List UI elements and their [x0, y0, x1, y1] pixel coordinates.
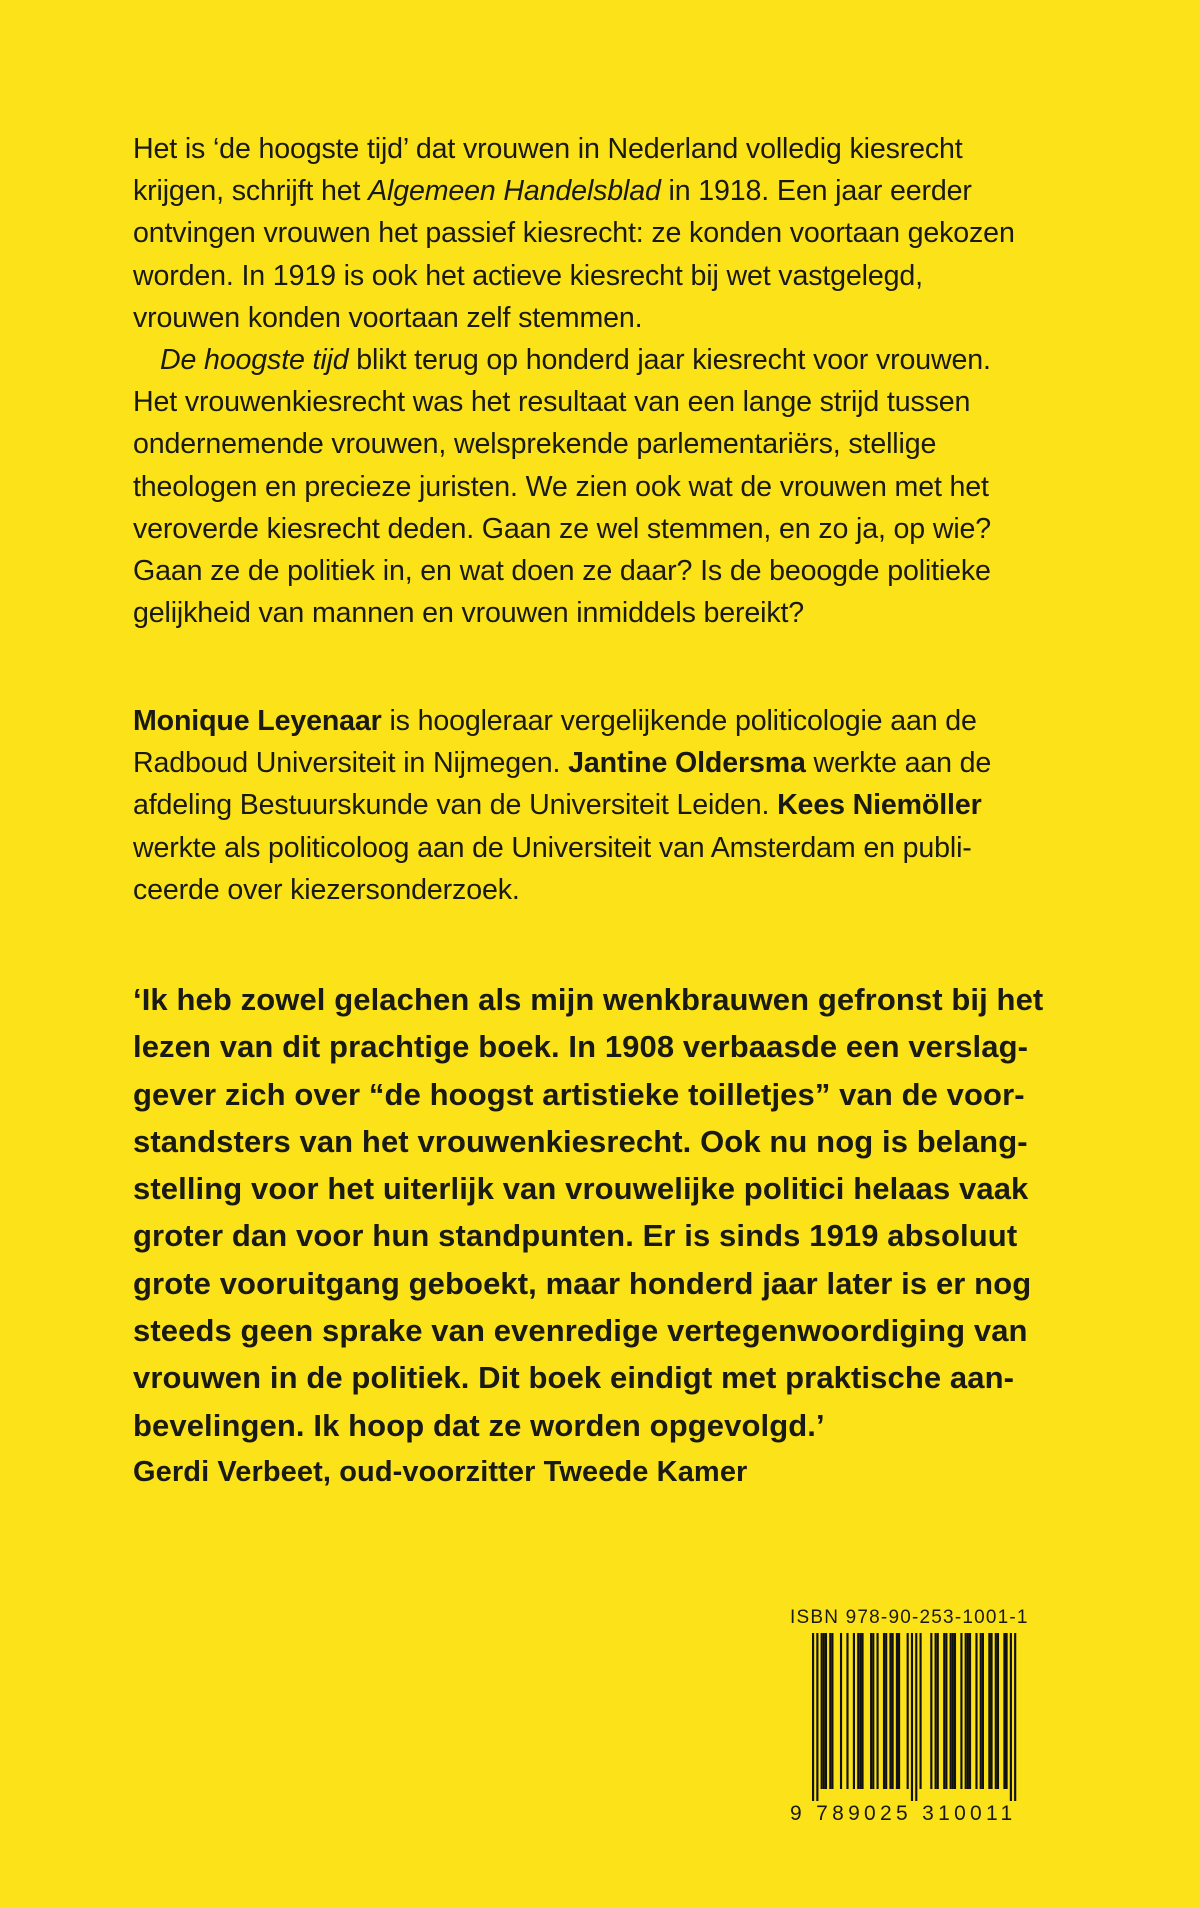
barcode-bar	[821, 1633, 823, 1789]
text-span: in 1918. Een jaar eerder	[660, 175, 972, 208]
barcode-bar	[825, 1633, 827, 1789]
barcode-bar	[907, 1633, 909, 1789]
text-line: ondernemende vrouwen, welsprekende parlementariërs, stellige	[133, 428, 937, 461]
text-span: blikt terug op honderd jaar kiesrecht voor vrouwen.	[348, 344, 991, 377]
text-line: steeds geen sprake van evenredige vertegenwoordiging van	[133, 1313, 1028, 1349]
newspaper-title: Algemeen Handelsblad	[368, 175, 661, 208]
barcode-bar	[988, 1633, 990, 1789]
text-line	[133, 339, 1093, 381]
barcode-bar	[885, 1633, 887, 1789]
text-line: bevelingen. Ik hoop dat ze worden opgevolgd.’	[133, 1407, 825, 1443]
barcode-bar	[840, 1633, 842, 1789]
text-line: theologen en precieze juristen. We zien ook wat de vrouwen met het	[133, 470, 989, 503]
book-title: De hoogste tijd	[160, 344, 349, 377]
barcode-bar	[812, 1633, 814, 1801]
text-line	[133, 742, 1093, 784]
text-line: ontvingen vrouwen het passief kiesrecht: ze konden voortaan gekozen	[133, 217, 1015, 250]
barcode-bar	[937, 1633, 939, 1789]
endorsement-quote	[133, 976, 1093, 1496]
text-line: vrouwen in de politiek. Dit boek eindigt met praktische aan-	[133, 1360, 1015, 1396]
ean-digits: 9 789025 310011	[790, 1802, 1017, 1825]
barcode-bar	[889, 1633, 891, 1789]
barcode-bar	[859, 1633, 861, 1789]
text-line	[133, 170, 1093, 212]
blurb	[133, 128, 1093, 634]
barcode-bar	[969, 1633, 971, 1789]
barcode-bar	[831, 1633, 833, 1789]
isbn-barcode	[790, 1607, 1029, 1829]
barcode-bar	[1003, 1633, 1005, 1789]
barcode-bar	[829, 1633, 831, 1789]
text-line: Het vrouwenkiesrecht was het resultaat van een lange strijd tussen	[133, 386, 971, 419]
barcode-bar	[877, 1633, 879, 1789]
author-name: Jantine Oldersma	[568, 747, 806, 780]
author-name: Kees Niemöller	[777, 789, 982, 822]
barcode-bar	[861, 1633, 863, 1789]
text-line: lezen van dit prachtige boek. In 1908 verbaasde een verslag-	[133, 1029, 1029, 1065]
barcode-bar	[990, 1633, 992, 1789]
barcode-bar	[965, 1633, 967, 1789]
barcode-bar	[930, 1633, 932, 1789]
barcode-bar	[995, 1633, 997, 1789]
text-line: Het is ‘de hoogste tijd’ dat vrouwen in Nederland volledig kiesrecht	[133, 133, 963, 165]
barcode-bar	[1006, 1633, 1008, 1789]
quote-body	[133, 976, 1093, 1449]
barcode-bar	[943, 1633, 945, 1789]
text-line: grote vooruitgang geboekt, maar honderd jaar later is er nog	[133, 1265, 1032, 1301]
barcode-bar	[982, 1633, 984, 1789]
text-line: groter dan voor hun standpunten. Er is sinds 1919 absoluut	[133, 1218, 1018, 1254]
text-line: werkte als politicoloog aan de Universiteit van Amsterdam en publi-	[133, 831, 972, 864]
barcode-bar	[997, 1633, 999, 1789]
barcode-bar	[846, 1633, 848, 1789]
blurb-paragraph-2	[133, 339, 1093, 634]
isbn-label: ISBN 978-90-253-1001-1	[790, 1607, 1029, 1628]
barcode-bar	[950, 1633, 952, 1789]
text-line: vrouwen konden voortaan zelf stemmen.	[133, 301, 643, 334]
text-span: is hoogleraar vergelijkende politicologie aan de	[381, 705, 977, 737]
barcode-bar	[1010, 1633, 1012, 1801]
barcode-bar	[870, 1633, 872, 1789]
text-line: worden. In 1919 is ook het actieve kiesrecht bij wet vastgelegd,	[133, 259, 923, 292]
text-span: werkte aan de	[805, 747, 992, 780]
barcode-bar	[857, 1633, 859, 1789]
author-name: Monique Leyenaar	[133, 705, 382, 737]
text-line: Gaan ze de politiek in, en wat doen ze daar? Is de beoogde politieke	[133, 555, 991, 588]
text-line: ceerde over kiezersonderzoek.	[133, 873, 520, 906]
barcode-bar	[975, 1633, 977, 1789]
barcode-bar	[1014, 1633, 1016, 1801]
barcode-bar	[872, 1633, 874, 1789]
text-line: stelling voor het uiterlijk van vrouwelijke politici helaas vaak	[133, 1171, 1029, 1207]
text-line	[133, 784, 1093, 826]
barcode-bar	[911, 1633, 913, 1801]
text-line: gelijkheid van mannen en vrouwen inmiddels bereikt?	[133, 597, 805, 630]
barcode-bar	[920, 1633, 922, 1789]
text-line: standsters van het vrouwenkiesrecht. Ook nu nog is belang-	[133, 1123, 1028, 1159]
barcode-bar	[816, 1633, 818, 1801]
barcode-bar	[960, 1633, 962, 1789]
barcode-bar	[892, 1633, 894, 1789]
text-span: afdeling Bestuurskunde van de Universiteit Leiden.	[133, 789, 778, 822]
barcode-bar	[883, 1633, 885, 1789]
text-line: gever zich over “de hoogst artistieke toilletjes” van de voor-	[133, 1076, 1025, 1112]
barcode-bar	[823, 1633, 825, 1789]
barcode-bar	[952, 1633, 954, 1789]
quote-attribution: Gerdi Verbeet, oud-voorzitter Tweede Kamer	[133, 1455, 748, 1488]
barcode-bar	[945, 1633, 947, 1789]
barcode-bar	[954, 1633, 956, 1789]
text-line	[133, 700, 1093, 742]
barcode-bar	[967, 1633, 969, 1789]
barcode-bar	[935, 1633, 937, 1789]
text-line: veroverde kiesrecht deden. Gaan ze wel stemmen, en zo ja, op wie?	[133, 512, 992, 545]
barcode-bar	[853, 1633, 855, 1789]
barcode-bar	[915, 1633, 917, 1801]
author-bios	[133, 700, 1093, 911]
blurb-paragraph-1	[133, 128, 1093, 339]
barcode-bar	[980, 1633, 982, 1789]
text-line: ‘Ik heb zowel gelachen als mijn wenkbrauwen gefronst bij het	[133, 982, 1044, 1017]
text-span: krijgen, schrijft het	[133, 175, 369, 208]
text-span: Radboud Universiteit in Nijmegen.	[133, 747, 569, 780]
barcode-bar	[896, 1633, 898, 1789]
barcode-bars	[790, 1633, 1026, 1801]
barcode-bar	[898, 1633, 900, 1789]
